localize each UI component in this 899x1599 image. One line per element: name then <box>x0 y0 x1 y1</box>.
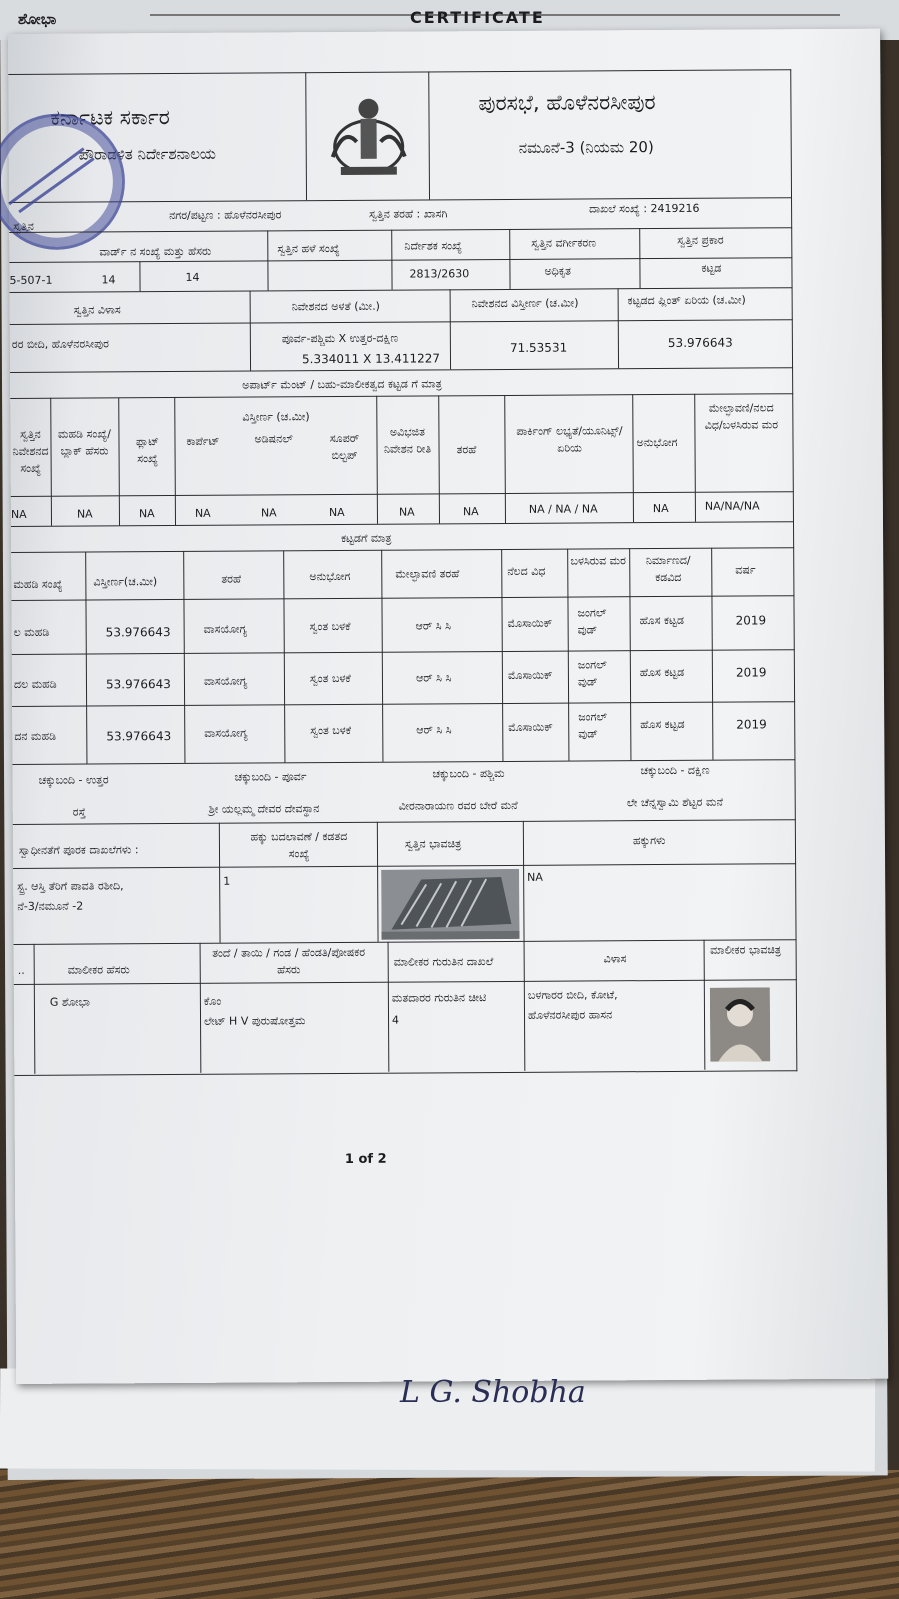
bld-cell: ಆರ್ ಸಿ ಸಿ <box>416 723 452 737</box>
type-header: ಸ್ವತ್ತಿನ ಪ್ರಕಾರ <box>677 233 724 247</box>
divider <box>139 261 140 291</box>
owner-photo <box>710 987 770 1061</box>
bld-cell: ಜಂಗಲ್ ವುಡ್ <box>577 658 607 689</box>
apt-header-6: ಸೂಪರ್ ಬಿಲ್ಟಪ್ <box>329 431 360 463</box>
docs-value-2: ನೆ-3/ನಮೂನೆ -2 <box>17 899 84 913</box>
east-header: ಚಕ್ಕುಬಂದಿ - ಪೂರ್ವ <box>234 770 307 784</box>
area-value: 71.53531 <box>509 340 568 355</box>
owner-photo-header: ಮಾಲೀಕರ ಭಾವಚಿತ್ರ <box>710 943 782 957</box>
property-kind: ಸ್ವತ್ತಿನ ತರಹೆ : ಖಾಸಗಿ <box>369 207 448 221</box>
north-header: ಚಕ್ಕುಬಂದಿ - ಉತ್ತರ <box>38 773 109 787</box>
owner-address-2: ಹೊಳೆನರಸೀಪುರ ಹಾಸನ <box>527 1008 613 1022</box>
apt-header-2: ಮಹಡಿ ಸಂಖ್ಯೆ/ಬ್ಲಾಕ್ ಹೆಸರು <box>57 427 111 458</box>
bld-cell: 53.976643 <box>106 729 172 744</box>
rights-header: ಹಕ್ಕುಗಳು <box>632 833 666 848</box>
apt-header-7: ಅವಿಭಜಿತ ನಿವೇಶನ ರೀತಿ <box>383 425 432 456</box>
apt-value-10: NA <box>652 501 669 516</box>
bld-cell: ಲ ಮಹಡಿ <box>13 625 50 639</box>
owner-name: G ಶೋಭಾ <box>49 995 91 1009</box>
bld-cell: ಮೊಸಾಯಿಕ್ <box>507 616 553 630</box>
old-number-header: ಸ್ವತ್ತಿನ ಹಳೆ ಸಂಖ್ಯೆ <box>277 241 340 256</box>
bld-header-floor: ಮಹಡಿ ಸಂಖ್ಯೆ <box>13 577 63 591</box>
bld-cell: 2019 <box>736 717 767 732</box>
building-title: ಕಟ್ಟಡಗೆ ಮಾತ್ರ <box>341 531 392 545</box>
property-id: 5-507-1 <box>9 273 53 287</box>
bld-cell: ವಾಸಯೋಗ್ಯ <box>204 726 248 740</box>
address-header: ಸ್ವತ್ತಿನ ವಿಳಾಸ <box>73 303 121 317</box>
apt-value-5: NA <box>260 506 277 520</box>
bld-cell: 2019 <box>735 613 767 628</box>
bld-cell: ಹೊಸ ಕಟ್ಟಡ <box>640 717 685 732</box>
table-surface <box>0 1470 899 1599</box>
west-header: ಚಕ್ಕುಬಂದಿ - ಪಶ್ಚಿಮ <box>432 766 505 781</box>
property-photo-header: ಸ್ವತ್ತಿನ ಭಾವಚಿತ್ರ <box>404 837 462 851</box>
property-photo <box>381 869 519 940</box>
bld-cell: 53.976643 <box>105 677 171 692</box>
page-number: 1 of 2 <box>344 1151 387 1167</box>
bld-header-usage: ಅನುಭೋಗ <box>309 569 351 584</box>
east-value: ಶ್ರೀ ಯಲ್ಲಮ್ಮ ದೇವರ ದೇವಸ್ಥಾನ <box>208 802 320 816</box>
apt-value-1: NA <box>10 507 27 521</box>
owner-id-1: ಮತದಾರರ ಗುರುತಿನ ಚೀಟಿ <box>391 991 487 1005</box>
apt-header-1: ಸ್ವತ್ತಿನ ನಿವೇಶನದ ಸಂಖ್ಯೆ <box>12 427 49 475</box>
record-number: ದಾಖಲೆ ಸಂಖ್ಯೆ : 2419216 <box>589 201 700 216</box>
bld-cell: ಹೊಸ ಕಟ್ಟಡ <box>639 613 684 628</box>
town-label: ನಗರ/ಪಟ್ಟಣ : ಹೊಳೆನರಸೀಪುರ <box>169 208 282 223</box>
docs-header: ಸ್ವಾಧೀನತೆಗೆ ಪೂರಕ ದಾಖಲೆಗಳು : <box>18 843 139 857</box>
stamp-sign-icon <box>4 143 104 224</box>
north-value: ರಸ್ತೆ <box>72 805 86 819</box>
plinth-value: 53.976643 <box>667 335 733 350</box>
bld-header-kind: ತರಹೆ <box>221 572 242 586</box>
certificate-label: CERTIFICATE <box>410 8 545 27</box>
apt-value-2: NA <box>76 507 93 521</box>
area-header: ನಿವೇಶನದ ವಿಸ್ತೀರ್ಣ (ಚ.ಮೀ) <box>471 296 579 311</box>
bld-cell: ಹೊಸ ಕಟ್ಟಡ <box>639 665 685 680</box>
owner-id-2: 4 <box>391 1013 400 1027</box>
apartment-title: ಅಪಾರ್ಟ್ ಮೆಂಟ್ / ಬಹು-ಮಾಲೀಕತ್ವದ ಕಟ್ಟಡ ಗೆ ಮಾತ್ರ <box>242 377 442 392</box>
owner-id-header: ಮಾಲೀಕರ ಗುರುತಿನ ದಾಖಲೆ <box>393 955 494 969</box>
apt-value-8: NA <box>462 505 479 519</box>
owner-parent-header: ತಂದೆ / ತಾಯಿ / ಗಂಡ / ಹೆಂಡತಿ/ಪೋಷಕರ ಹೆಸರು <box>212 945 366 977</box>
owner-name-header: ಮಾಲೀಕರ ಹೆಸರು <box>67 963 130 977</box>
address-value: ರರ ಬೀದಿ, ಹೊಳೆನರಸೀಪುರ <box>11 337 109 351</box>
dims-header: ನಿವೇಶನದ ಅಳತೆ (ಮೀ.) <box>291 299 381 314</box>
bld-cell: 53.976643 <box>105 625 171 640</box>
bld-cell: 2019 <box>735 665 767 680</box>
bld-cell: ಜಂಗಲ್ ವುಡ್ <box>578 710 608 741</box>
apt-header-8: ತರಹೆ <box>456 443 477 457</box>
handwritten-signature: L G. Shobha <box>400 1375 586 1410</box>
apt-header-5: ಅಡಿಷನಲ್ <box>254 432 293 446</box>
certificate-page <box>8 29 888 1384</box>
bld-header-year: ವರ್ಷ <box>735 563 756 577</box>
ward-number: 14 <box>101 273 116 287</box>
bld-cell: ಮೊಸಾಯಿಕ್ <box>507 668 553 682</box>
west-value: ವೀರನಾರಾಯಣ ರವರ ಬೇರೆ ಮನೆ <box>398 798 518 813</box>
owner-address-1: ಬಳಗಾರರ ಬೀದಿ, ಕೋಟೆ, <box>527 988 618 1002</box>
owner-parent-2: ಲೇಟ್ H V ಪುರುಷೋತ್ತಮ <box>203 1014 306 1028</box>
bld-header-built: ನಿರ್ಮಾಣದ/ ಕಡವಿದ <box>645 553 691 585</box>
apt-area-group: ವಿಸ್ತೀರ್ಣ (ಚ.ಮೀ) <box>242 410 310 424</box>
bld-header-roof: ಮೇಲ್ಛಾವಣಿ ತರಹೆ <box>395 567 460 581</box>
bld-cell: ಜಂಗಲ್ ವುಡ್ <box>577 606 607 637</box>
bld-cell: ದನ ಮಹಡಿ <box>14 729 57 743</box>
bld-cell: ದಲ ಮಹಡಿ <box>13 677 57 691</box>
owner-no-header: .. <box>17 963 25 977</box>
type-value: ಕಟ್ಟಡ <box>701 261 722 275</box>
apt-value-11: NA/NA/NA <box>704 499 760 513</box>
plinth-header: ಕಟ್ಟಡದ ಪ್ಲಿಂತ್ ಏರಿಯ (ಚ.ಮೀ) <box>627 293 746 308</box>
guide-number-header: ನಿರ್ದೇಶಕ ಸಂಖ್ಯೆ <box>404 239 463 253</box>
owner-parent-1: ಕೊಂ <box>203 994 222 1008</box>
bld-cell: ಸ್ವಂತ ಬಳಕೆ <box>309 671 351 686</box>
govt-title: ಕರ್ನಾಟಕ ಸರ್ಕಾರ <box>50 105 170 130</box>
form-title: ನಮೂನೆ-3 (ನಿಯಮ 20) <box>518 138 654 157</box>
south-value: ಲೇ ಚೆನ್ನಸ್ವಾಮಿ ಶೆಟ್ಟರ ಮನೆ <box>626 795 724 810</box>
bld-cell: ವಾಸಯೋಗ್ಯ <box>203 622 247 636</box>
bld-cell: ಸ್ವಂತ ಬಳಕೆ <box>309 619 351 634</box>
category-value: ಅಧಿಕೃತ <box>544 264 571 278</box>
bld-cell: ಸ್ವಂತ ಬಳಕೆ <box>310 723 352 738</box>
bld-header-area: ವಿಸ್ತೀರ್ಣ(ಚ.ಮೀ) <box>93 575 158 589</box>
rights-value: NA <box>527 870 543 884</box>
change-value: 1 <box>223 874 231 888</box>
south-header: ಚಕ್ಕುಬಂದಿ - ದಕ್ಷಿಣ <box>640 763 710 778</box>
bld-cell: ಆರ್ ಸಿ ಸಿ <box>415 619 451 633</box>
directorate-title: ಪೌರಾಡಳಿತ ನಿರ್ದೇಶನಾಲಯ <box>78 144 217 164</box>
apt-header-9: ಪಾರ್ಕಿಂಗ್ ಲಭ್ಯತೆ/ಯೂನಿಟ್ಸ್/ಏರಿಯ <box>516 424 623 455</box>
apt-header-4: ಕಾರ್ಪೆಟ್ <box>186 434 220 448</box>
bld-cell: ಆರ್ ಸಿ ಸಿ <box>415 671 452 685</box>
apt-value-6: NA <box>328 505 345 520</box>
category-header: ಸ್ವತ್ತಿನ ವರ್ಗೀಕರಣ <box>531 236 597 250</box>
owner-address-header: ವಿಳಾಸ <box>603 952 627 966</box>
top-left-label: ಶೋಭಾ <box>18 10 57 28</box>
dims-label: ಪೂರ್ವ-ಪಶ್ಚಿಮ X ಉತ್ತರ-ದಕ್ಷಿಣ <box>281 331 399 346</box>
apt-value-7: NA <box>398 505 415 519</box>
bld-cell: ಮೊಸಾಯಿಕ್ <box>508 720 553 734</box>
bld-cell: ವಾಸಯೋಗ್ಯ <box>203 674 248 688</box>
apt-header-11: ಮೇಲ್ಛಾವಣಿ/ನಲದ ವಿಧ/ಬಳಸಿರುವ ಮರ <box>704 401 779 432</box>
apt-value-3: NA <box>138 507 155 521</box>
dims-value: 5.334011 X 13.411227 <box>301 351 441 367</box>
change-header: ಹಕ್ಕು ಬದಲಾವಣೆ / ಕಡತದ ಸಂಖ್ಯೆ <box>250 829 348 861</box>
apt-header-3: ಫ್ಲಾಟ್ ಸಂಖ್ಯೆ <box>135 435 160 466</box>
bld-header-floor-type: ನೆಲದ ವಿಧ <box>507 564 546 578</box>
left-id-label: ಸ್ವತ್ತಿನ <box>13 219 34 233</box>
ward-name: 14 <box>185 270 200 284</box>
ward-header: ವಾರ್ಡ್ ನ ಸಂಖ್ಯೆ ಮತ್ತು ಹೆಸರು <box>99 244 212 259</box>
apt-value-4: NA <box>194 506 211 520</box>
guide-number: 2813/2630 <box>409 267 470 281</box>
docs-value-1: ಸ್ಟ್ರ. ಆಸ್ತಿ ತೆರಿಗೆ ಪಾವತಿ ರಶೀದಿ, <box>17 879 124 893</box>
municipality-title: ಪುರಸಭೆ, ಹೊಳೆನರಸೀಪುರ <box>478 90 656 116</box>
apt-header-10: ಅನುಭೋಗ <box>636 435 678 450</box>
karnataka-emblem-icon <box>318 86 419 187</box>
apt-value-9: NA / NA / NA <box>528 502 598 516</box>
bld-header-wood: ಬಳಸಿರುವ ಮರ <box>570 554 626 568</box>
